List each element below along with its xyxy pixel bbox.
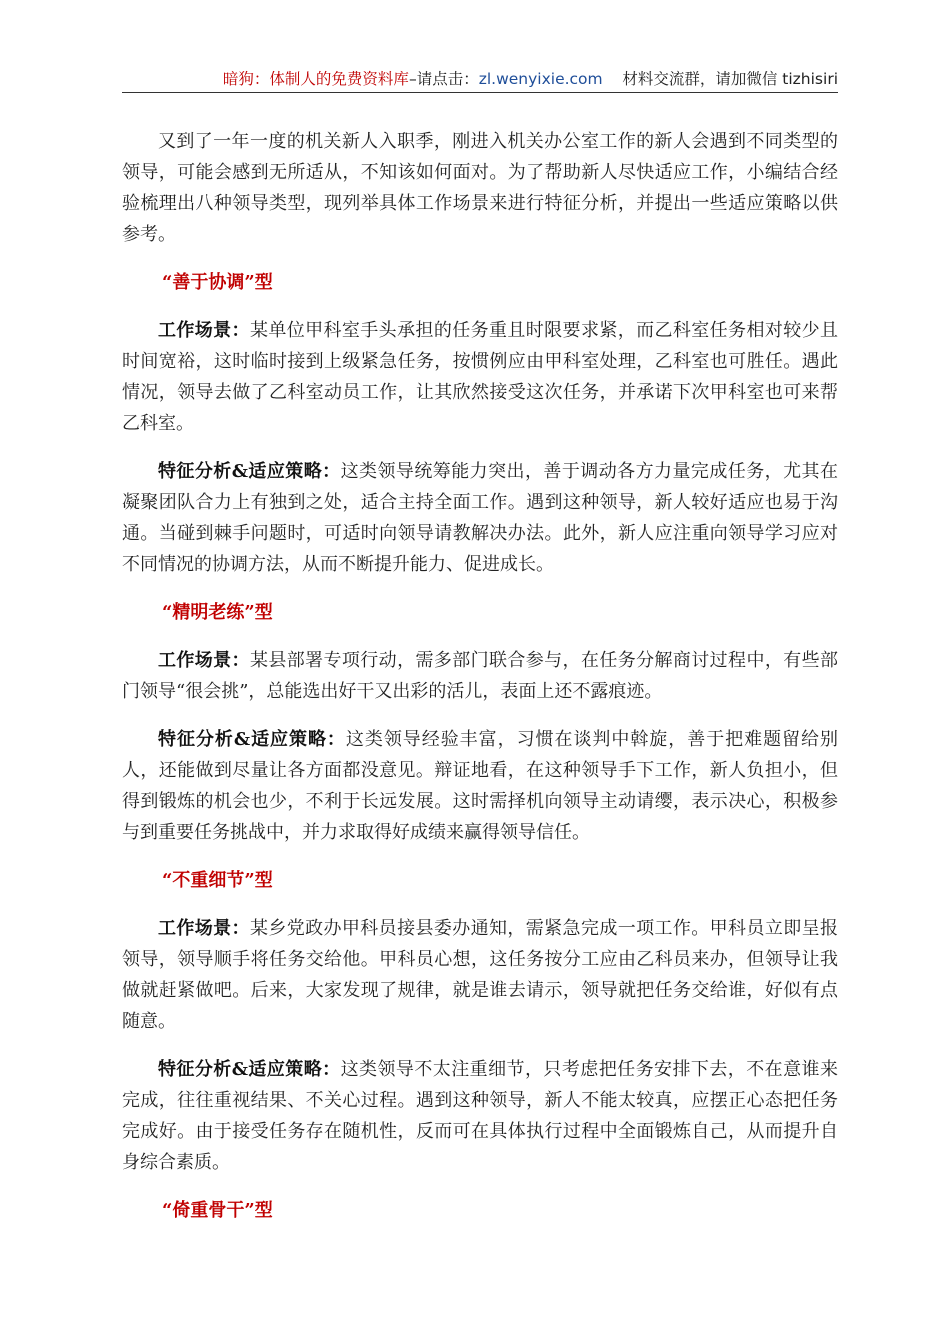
scene-label: 工作场景： bbox=[158, 650, 250, 671]
header-click-prefix: –请点击： bbox=[408, 70, 479, 88]
section-heading-coordinate: “善于协调”型 bbox=[162, 272, 273, 293]
analysis-text: 这类领导统筹能力突出，善于调动各方力量完成任务，尤其在凝聚团队合力上有独到之处，适合主持全面工作。遇到这种领导，新人较好适应也易于沟通。当碰到棘手问题时，可适时向领导请教解决办法。此外，新人应注重向领导学习应对不同情况的协调方法，从而不断提升能力、促进成长。 bbox=[122, 461, 838, 575]
scene-text: 某单位甲科室手头承担的任务重且时限要求紧，而乙科室任务相对较少且时间宽裕，这时临时接到上级紧急任务，按惯例应由甲科室处理，乙科室也可胜任。遇此情况，领导去做了乙科室动员工作，让其欣然接受这次任务，并承诺下次甲科室也可来帮乙科室。 bbox=[122, 320, 839, 434]
intro-paragraph: 又到了一年一度的机关新人入职季，刚进入机关办公室工作的新人会遇到不同类型的领导，可能会感到无所适从，不知该如何面对。为了帮助新人尽快适应工作，小编结合经验梳理出八种领导类型，现列举具体工作场景来进行特征分析，并提出一些适应策略以供参考。 bbox=[122, 131, 838, 245]
analysis-text: 这类领导经验丰富，习惯在谈判中斡旋，善于把难题留给别人，还能做到尽量让各方面都没意见。辩证地看，在这种领导手下工作，新人负担小，但得到锻炼的机会也少，不利于长远发展。这时需择机向领导主动请缨，表示决心，积极参与到重要任务挑战中，并力求取得好成绩来赢得领导信任。 bbox=[122, 729, 838, 843]
header-url-link[interactable]: zl.wenyixie.com bbox=[478, 70, 603, 88]
article-body bbox=[122, 126, 838, 1243]
section-analysis-paragraph bbox=[122, 1054, 838, 1178]
page-header bbox=[122, 66, 838, 93]
header-brand: 暗狗：体制人的免费资料库 bbox=[222, 70, 409, 88]
section-heading-backbone: “倚重骨干”型 bbox=[162, 1200, 273, 1221]
scene-label: 工作场景： bbox=[158, 320, 250, 341]
section-heading-no-details: “不重细节”型 bbox=[162, 870, 273, 891]
scene-text: 某县部署专项行动，需多部门联合参与，在任务分解商讨过程中，有些部门领导“很会挑”，总能选出好干又出彩的活儿，表面上还不露痕迹。 bbox=[122, 650, 839, 702]
section-heading-shrewd: “精明老练”型 bbox=[162, 602, 273, 623]
scene-text: 某乡党政办甲科员接县委办通知，需紧急完成一项工作。甲科员立即呈报领导，领导顺手将任务交给他。甲科员心想，这任务按分工应由乙科员来办，但领导让我做就赶紧做吧。后来，大家发现了规律，就是谁去请示，领导就把任务交给谁，好似有点随意。 bbox=[122, 918, 839, 1032]
section-analysis-paragraph bbox=[122, 724, 838, 848]
analysis-label: 特征分析&适应策略： bbox=[158, 461, 341, 482]
section-scene-paragraph bbox=[122, 315, 838, 439]
section-analysis-paragraph bbox=[122, 456, 838, 580]
analysis-text: 这类领导不太注重细节，只考虑把任务安排下去，不在意谁来完成，往往重视结果、不关心过程。遇到这种领导，新人不能太较真，应摆正心态把任务完成好。由于接受任务存在随机性，反而可在具体执行过程中全面锻炼自己，从而提升自身综合素质。 bbox=[122, 1059, 838, 1173]
header-wechat-note: 材料交流群，请加微信 tizhisiri bbox=[622, 70, 838, 88]
section-scene-paragraph bbox=[122, 913, 838, 1037]
analysis-label: 特征分析&适应策略： bbox=[158, 1059, 341, 1080]
scene-label: 工作场景： bbox=[158, 918, 250, 939]
analysis-label: 特征分析&适应策略： bbox=[158, 729, 346, 750]
section-scene-paragraph bbox=[122, 645, 838, 707]
